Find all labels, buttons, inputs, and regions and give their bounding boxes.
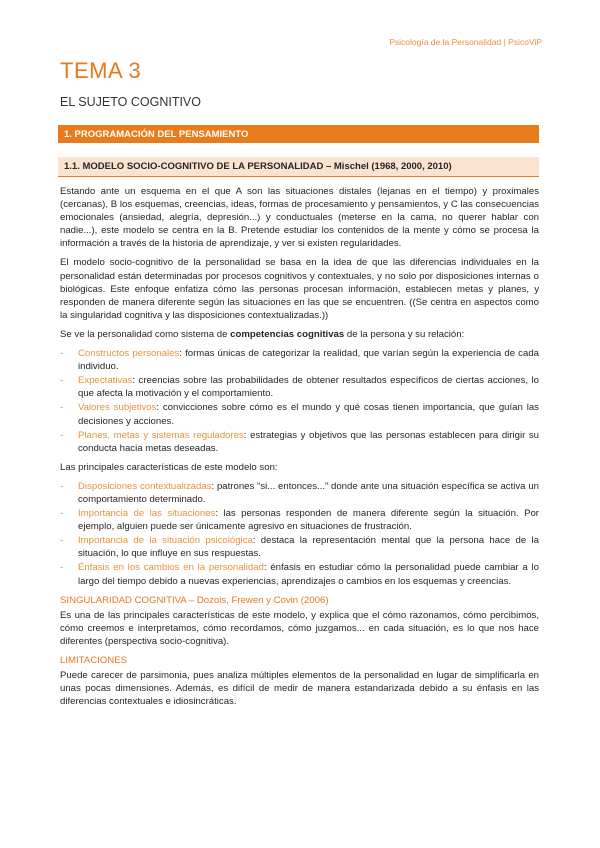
paragraph-model: El modelo socio-cognitivo de la personalidad se basa en la idea de que las diferencias individuales en la personalidad están determinadas por procesos cognitivos y contextuales, y no solo por disposiciones internas o biológicas. Este enfoque enfatiza cómo las personas procesan información, establecen metas y planes, y responden de manera diferente según las situaciones en las que se encuentren. ((Se centra en aspectos como la singularidad cognitiva y las disposiciones contextualizadas.)) bbox=[60, 257, 539, 321]
characteristics-list bbox=[60, 480, 539, 588]
subsection-heading: 1.1. MODELO SOCIO-COGNITIVO DE LA PERSONALIDAD – Mischel (1968, 2000, 2010) bbox=[58, 157, 539, 177]
definition: : convicciones sobre cómo es el mundo y qué cosas tienen importancia, que guían las decisiones y acciones. bbox=[78, 402, 539, 427]
competencies-list bbox=[60, 347, 539, 455]
dash-bullet: - bbox=[60, 480, 64, 492]
limitaciones-heading: LIMITACIONES bbox=[60, 655, 127, 666]
competencies-intro-end: de la persona y su relación: bbox=[344, 328, 465, 340]
page-title: TEMA 3 bbox=[60, 58, 142, 83]
definition: : estrategias y objetivos que las personas establecen para dirigir su conducta hacia metas deseadas. bbox=[78, 429, 540, 454]
paragraph-characteristics-intro: Las principales características de este modelo son: bbox=[60, 461, 278, 473]
paragraph-singularidad: Es una de las principales características de este modelo, y explica que el cómo razonamos, cómo percibimos, cómo creemos e interpretamos, cómo recordamos, cómo juzgamos... en cada situación, es lo que nos hace diferentes (perspectiva socio-cognitiva). bbox=[60, 609, 539, 647]
term: Planes, metas y sistemas reguladores bbox=[78, 429, 244, 441]
list-item bbox=[60, 507, 539, 533]
singularidad-heading bbox=[60, 594, 539, 607]
term: Valores subjetivos bbox=[78, 402, 157, 414]
dash-bullet: - bbox=[60, 402, 64, 414]
page-subtitle: EL SUJETO COGNITIVO bbox=[60, 95, 201, 109]
term: Importancia de la situación psicológica bbox=[78, 535, 253, 547]
definition: : las personas responden de manera diferente según la situación. Por ejemplo, alguien puede ser únicamente agresivo en situaciones de frustración. bbox=[78, 508, 539, 533]
dash-bullet: - bbox=[60, 562, 64, 574]
term: Expectativas bbox=[78, 375, 133, 387]
term: Importancia de las situaciones bbox=[78, 508, 216, 520]
list-item bbox=[60, 561, 539, 587]
paragraph-competencies-intro bbox=[60, 328, 539, 341]
definition: : destaca la representación mental que la persona hace de la situación, lo que influye en sus respuestas. bbox=[78, 535, 539, 560]
singularidad-title: SINGULARIDAD COGNITIVA bbox=[60, 594, 187, 606]
list-item bbox=[60, 401, 539, 427]
running-header: Psicología de la Personalidad | PsicoViP bbox=[389, 37, 542, 47]
paragraph-limitaciones: Puede carecer de parsimonia, pues analiza múltiples elementos de la personalidad en lugar de simplificarla en unas pocas dimensiones. Además, es difícil de medir de manera estandarizada debido a su énfasis en las diferencias contextuales e idiosincráticas. bbox=[60, 670, 539, 708]
section-heading-bar: 1. PROGRAMACIÓN DEL PENSAMIENTO bbox=[58, 125, 539, 143]
list-item bbox=[60, 347, 539, 373]
dash-bullet: - bbox=[60, 508, 64, 520]
dash-bullet: - bbox=[60, 375, 64, 387]
term: Énfasis en los cambios en la personalidad bbox=[78, 562, 264, 574]
competencies-intro-text: Se ve la personalidad como sistema de bbox=[60, 328, 231, 340]
dash-bullet: - bbox=[60, 429, 64, 441]
main-content bbox=[60, 185, 539, 714]
definition: : énfasis en estudiar cómo la personalidad puede cambiar a lo largo del tiempo debido a nuevas experiencias, aprendizajes o cambios en los esquemas y creencias. bbox=[78, 562, 539, 587]
term: Constructos personales bbox=[78, 348, 180, 360]
list-item bbox=[60, 534, 539, 560]
dash-bullet: - bbox=[60, 535, 64, 547]
term: Disposiciones contextualizadas bbox=[78, 480, 212, 492]
definition: : patrones “si... entonces...” donde ante una situación específica se activa un comportamiento determinado. bbox=[78, 480, 539, 505]
paragraph-intro: Estando ante un esquema en el que A son las situaciones distales (lejanas en el tiempo) y proximales (cercanas), B los esquemas, creencias, ideas, formas de procesamiento y pensamientos, y C las consecuencias emocionales (ansiedad, alegría, depresión...) y conductuales (meterse en la cama, no querer hablar con nadie...), este modelo se centra en la B. Pretende estudiar los contenidos de la mente y cómo se procesa la información a través de la historia de aprendizaje, y ver si existen regularidades. bbox=[60, 186, 539, 250]
list-item bbox=[60, 429, 539, 455]
definition: : formas únicas de categorizar la realidad, que varían según la experiencia de cada individuo. bbox=[78, 348, 539, 373]
singularidad-authors: – Dozois, Frewen y Covin (2006) bbox=[186, 594, 329, 606]
competencies-bold-term: competencias cognitivas bbox=[230, 328, 345, 340]
list-item bbox=[60, 374, 539, 400]
dash-bullet: - bbox=[60, 348, 64, 360]
list-item bbox=[60, 480, 539, 506]
definition: : creencias sobre las probabilidades de obtener resultados específicos de ciertas acciones, lo que afecta la motivación y el comportamiento. bbox=[78, 375, 539, 400]
